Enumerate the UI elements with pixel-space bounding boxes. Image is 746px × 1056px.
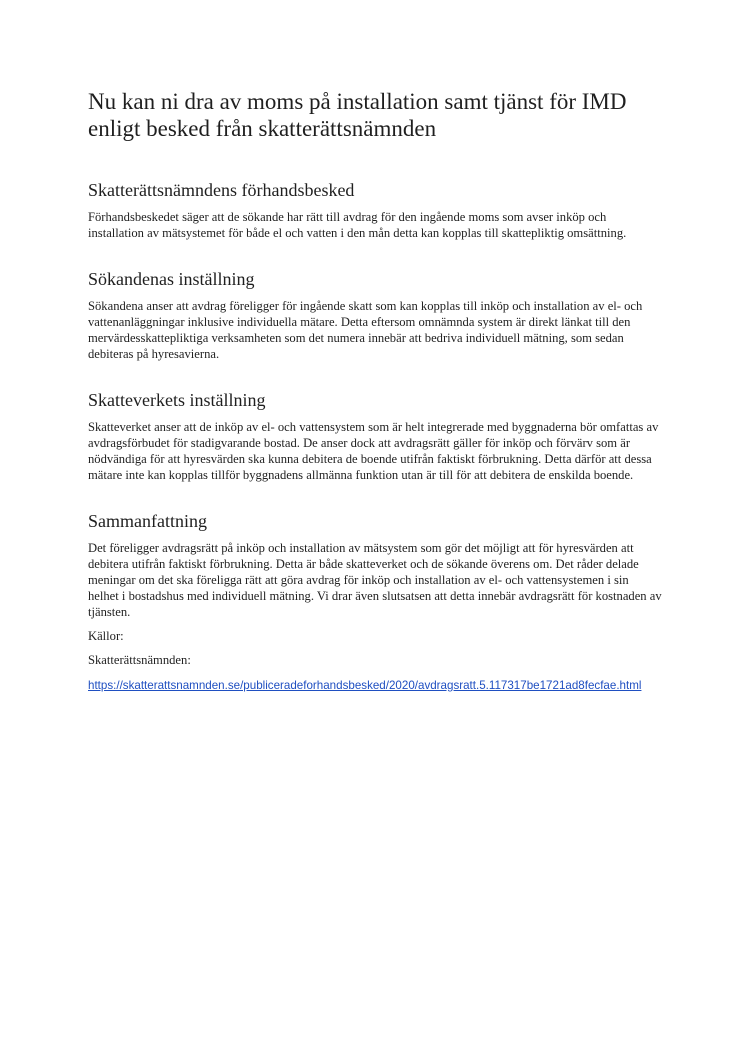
section-text: Det föreligger avdragsrätt på inköp och installation av mätsystem som gör det möjligt att för hyresvärden att debitera utifrån faktiskt förbrukning. Detta är både skatteverket och de sökande överens om. Det råder delade meningar om det ska föreligga rätt att göra avdrag för inköp och installation av el- och vattensystemen i sin helhet i bostadshus med individuell mätning. Vi drar även slutsatsen att detta innebär avdragsrätt för kostnaden av tjänsten. xyxy=(88,541,662,619)
section-forhandsbesked xyxy=(88,179,662,241)
source-link[interactable]: https://skatterattsnamnden.se/publiceradeforhandsbesked/2020/avdragsratt.5.117317be1721ad8fecfae.html xyxy=(88,679,642,692)
section-sokandenas-installning xyxy=(88,268,662,362)
document-title: Nu kan ni dra av moms på installation samt tjänst för IMD enligt besked från skatterättsnämnden xyxy=(88,89,627,141)
section-text: Sökandena anser att avdrag föreligger för ingående skatt som kan kopplas till inköp och installation av el- och vattenanläggningar inklusive individuella mätare. Detta eftersom omnämnda system är direkt länkat till den mervärdesskattepliktiga verksamheten som det numera innebär att bedriva individuell mätning, som sedan debiteras på hyresavierna. xyxy=(88,299,643,361)
section-text: Förhandsbeskedet säger att de sökande har rätt till avdrag för den ingående moms som avser inköp och installation av mätsystemet för både el och vatten i den mån detta kan kopplas till skattepliktig omsättning. xyxy=(88,210,627,240)
section-heading: Skatteverkets inställning xyxy=(88,390,266,410)
section-skatteverkets-installning xyxy=(88,389,662,483)
source-name: Skatterättsnämnden: xyxy=(88,653,191,667)
section-text: Skatteverket anser att de inköp av el- och vattensystem som är helt integrerade med byggnaderna bör omfattas av avdragsförbudet för stadigvarande bostad. De anser dock att avdragsrätt gäller för inköp och förvärv som är nödvändiga för att hyresvärden ska kunna debitera de boende utifrån faktiskt förbrukning. Detta därför att dessa mätare inte kan kopplas tillför byggnadens allmänna funktion utan är till för att debitera de enskilda boende. xyxy=(88,420,659,482)
section-heading: Sammanfattning xyxy=(88,511,207,531)
document-page xyxy=(88,88,662,693)
sources-label: Källor: xyxy=(88,629,124,643)
section-sammanfattning xyxy=(88,510,662,693)
section-heading: Sökandenas inställning xyxy=(88,269,255,289)
section-heading: Skatterättsnämndens förhandsbesked xyxy=(88,180,355,200)
